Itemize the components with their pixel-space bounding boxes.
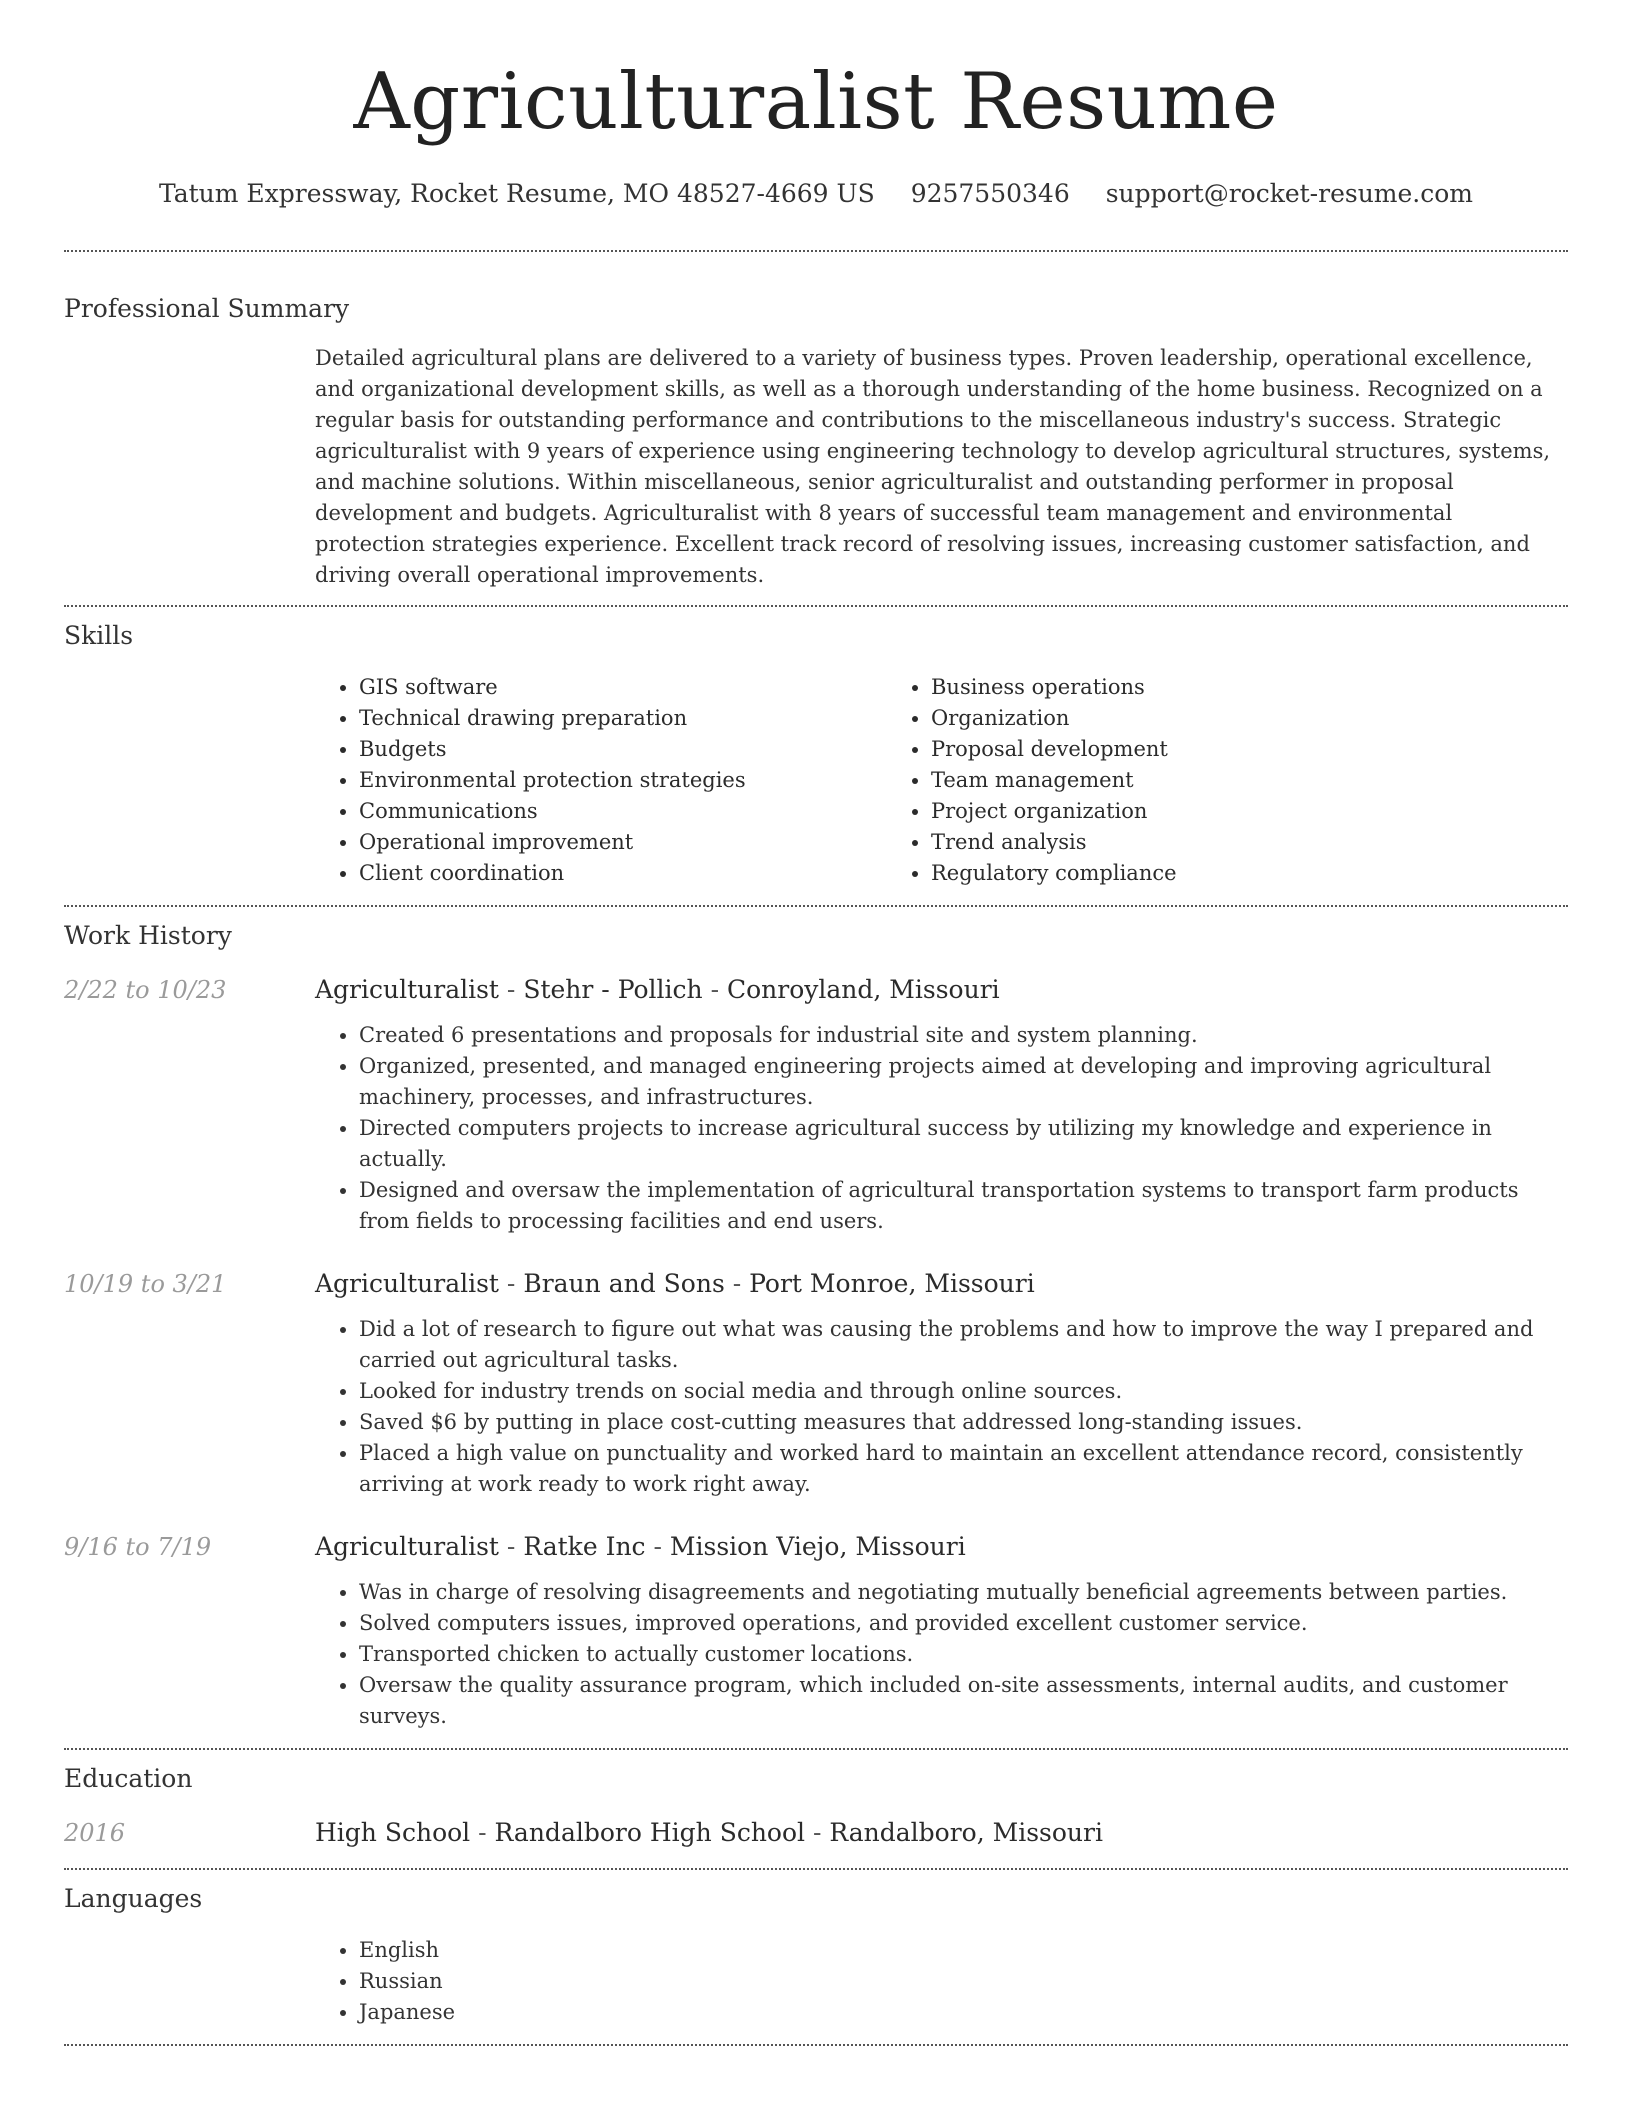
- skill-item: • Proposal development: [931, 734, 1459, 765]
- job-heading: [315, 1530, 1568, 1564]
- job-company: Braun and Sons: [523, 1269, 725, 1298]
- skill-item: • Budgets: [359, 734, 887, 765]
- skills-column-left: [315, 672, 887, 889]
- skill-item: • Communications: [359, 796, 887, 827]
- job-entry: [64, 973, 1568, 1237]
- skill-item: • Team management: [931, 765, 1459, 796]
- skill-item: • GIS software: [359, 672, 887, 703]
- job-location: Port Monroe, Missouri: [749, 1269, 1035, 1298]
- education-school: Randalboro High School: [494, 1818, 806, 1847]
- skill-item: • Environmental protection strategies: [359, 765, 887, 796]
- job-bullet: • Was in charge of resolving disagreements and negotiating mutually beneficial agreements between parties.: [359, 1577, 1568, 1608]
- language-item: • Japanese: [359, 1997, 1568, 2028]
- resume-page: [64, 0, 1568, 2046]
- separator: -: [470, 1818, 495, 1847]
- contact-email: support@rocket-resume.com: [1105, 179, 1474, 208]
- section-divider: [64, 250, 1568, 252]
- job-dates: 10/19 to 3/21: [64, 1270, 227, 1298]
- skill-item: • Technical drawing preparation: [359, 703, 887, 734]
- job-bullet: • Saved $6 by putting in place cost-cutting measures that addressed long-standing issues.: [359, 1407, 1568, 1438]
- separator: -: [498, 1532, 524, 1561]
- skills-section: [64, 619, 1568, 889]
- separator: -: [498, 975, 524, 1004]
- summary-heading: Professional Summary: [64, 294, 350, 323]
- job-location: Mission Viejo, Missouri: [669, 1532, 966, 1561]
- education-year: 2016: [64, 1819, 126, 1847]
- section-divider: [64, 1748, 1568, 1750]
- job-company: Stehr - Pollich: [523, 975, 703, 1004]
- job-bullet: • Designed and oversaw the implementation of agricultural transportation systems to transport farm products from fields to processing facilities and end users.: [359, 1175, 1568, 1237]
- language-item: • Russian: [359, 1966, 1568, 1997]
- job-company: Ratke Inc: [523, 1532, 646, 1561]
- job-bullets: [315, 1020, 1568, 1237]
- separator: -: [702, 975, 727, 1004]
- languages-heading: Languages: [64, 1884, 203, 1913]
- job-bullet: • Organized, presented, and managed engineering projects aimed at developing and improving agricultural machinery, processes, and infrastructures.: [359, 1051, 1568, 1113]
- job-body: [315, 1530, 1568, 1732]
- separator: -: [724, 1269, 750, 1298]
- education-entry: [64, 1816, 1568, 1850]
- job-bullets: [315, 1314, 1568, 1500]
- education-section: [64, 1762, 1568, 1850]
- job-bullet: • Transported chicken to actually customer locations.: [359, 1639, 1568, 1670]
- job-bullet: • Did a lot of research to figure out what was causing the problems and how to improve the way I prepared and carried out agricultural tasks.: [359, 1314, 1568, 1376]
- languages-list: [315, 1935, 1568, 2028]
- language-item: • English: [359, 1935, 1568, 1966]
- skill-item: • Trend analysis: [931, 827, 1459, 858]
- job-bullet: • Solved computers issues, improved operations, and provided excellent customer service.: [359, 1608, 1568, 1639]
- separator: -: [498, 1269, 524, 1298]
- job-heading: [315, 973, 1568, 1007]
- job-body: [315, 1267, 1568, 1500]
- contact-phone: 9257550346: [910, 179, 1070, 208]
- job-bullet: • Oversaw the quality assurance program, which included on-site assessments, internal audits, and customer surveys.: [359, 1670, 1568, 1732]
- contact-address: Tatum Expressway, Rocket Resume, MO 48527-4669 US: [158, 179, 875, 208]
- job-entry: [64, 1530, 1568, 1732]
- job-bullets: [315, 1577, 1568, 1732]
- job-title: Agriculturalist: [315, 1532, 499, 1561]
- separator: -: [805, 1818, 830, 1847]
- section-divider: [64, 605, 1568, 607]
- job-entry: [64, 1267, 1568, 1500]
- summary-text: Detailed agricultural plans are delivered to a variety of business types. Proven leadership, operational excellence, and organizational development skills, as well as a thorough understanding of the home business. Recognized on a regular basis for outstanding performance and contributions to the miscellaneous industry's success. Strategic agriculturalist with 9 years of experience using engineering technology to develop agricultural structures, systems, and machine solutions. Within miscellaneous, senior agriculturalist and outstanding performer in proposal development and budgets. Agriculturalist with 8 years of successful team management and environmental protection strategies experience. Excellent track record of resolving issues, increasing customer satisfaction, and driving overall operational improvements.: [315, 346, 1551, 587]
- job-dates: 9/16 to 7/19: [64, 1533, 212, 1561]
- job-bullet: • Looked for industry trends on social media and through online sources.: [359, 1376, 1568, 1407]
- job-dates: 2/22 to 10/23: [64, 976, 227, 1004]
- contact-line: [64, 176, 1568, 212]
- job-title: Agriculturalist: [315, 1269, 499, 1298]
- section-divider: [64, 2044, 1568, 2046]
- skill-item: • Regulatory compliance: [931, 858, 1459, 889]
- job-title: Agriculturalist: [315, 975, 499, 1004]
- education-location: Randalboro, Missouri: [829, 1818, 1103, 1847]
- skill-item: • Client coordination: [359, 858, 887, 889]
- job-heading: [315, 1267, 1568, 1301]
- skills-column-right: [887, 672, 1459, 889]
- section-divider: [64, 905, 1568, 907]
- separator: -: [645, 1532, 670, 1561]
- summary-section: [64, 292, 1568, 591]
- work-history-heading: Work History: [64, 921, 232, 950]
- skill-item: • Operational improvement: [359, 827, 887, 858]
- skills-heading: Skills: [64, 621, 134, 650]
- job-location: Conroyland, Missouri: [726, 975, 1000, 1004]
- skill-item: • Project organization: [931, 796, 1459, 827]
- education-heading-line: [315, 1816, 1568, 1850]
- job-body: [315, 973, 1568, 1237]
- job-bullet: • Created 6 presentations and proposals for industrial site and system planning.: [359, 1020, 1568, 1051]
- resume-title: Agriculturalist Resume: [353, 57, 1279, 147]
- skill-item: • Organization: [931, 703, 1459, 734]
- work-history-section: [64, 919, 1568, 1732]
- job-bullet: • Directed computers projects to increase agricultural success by utilizing my knowledge and experience in actually.: [359, 1113, 1568, 1175]
- education-degree: High School: [315, 1818, 471, 1847]
- skills-grid: [315, 672, 1568, 889]
- languages-section: [64, 1882, 1568, 2028]
- job-bullet: • Placed a high value on punctuality and worked hard to maintain an excellent attendance record, consistently arriving at work ready to work right away.: [359, 1438, 1568, 1500]
- education-heading: Education: [64, 1764, 193, 1793]
- section-divider: [64, 1868, 1568, 1870]
- skill-item: • Business operations: [931, 672, 1459, 703]
